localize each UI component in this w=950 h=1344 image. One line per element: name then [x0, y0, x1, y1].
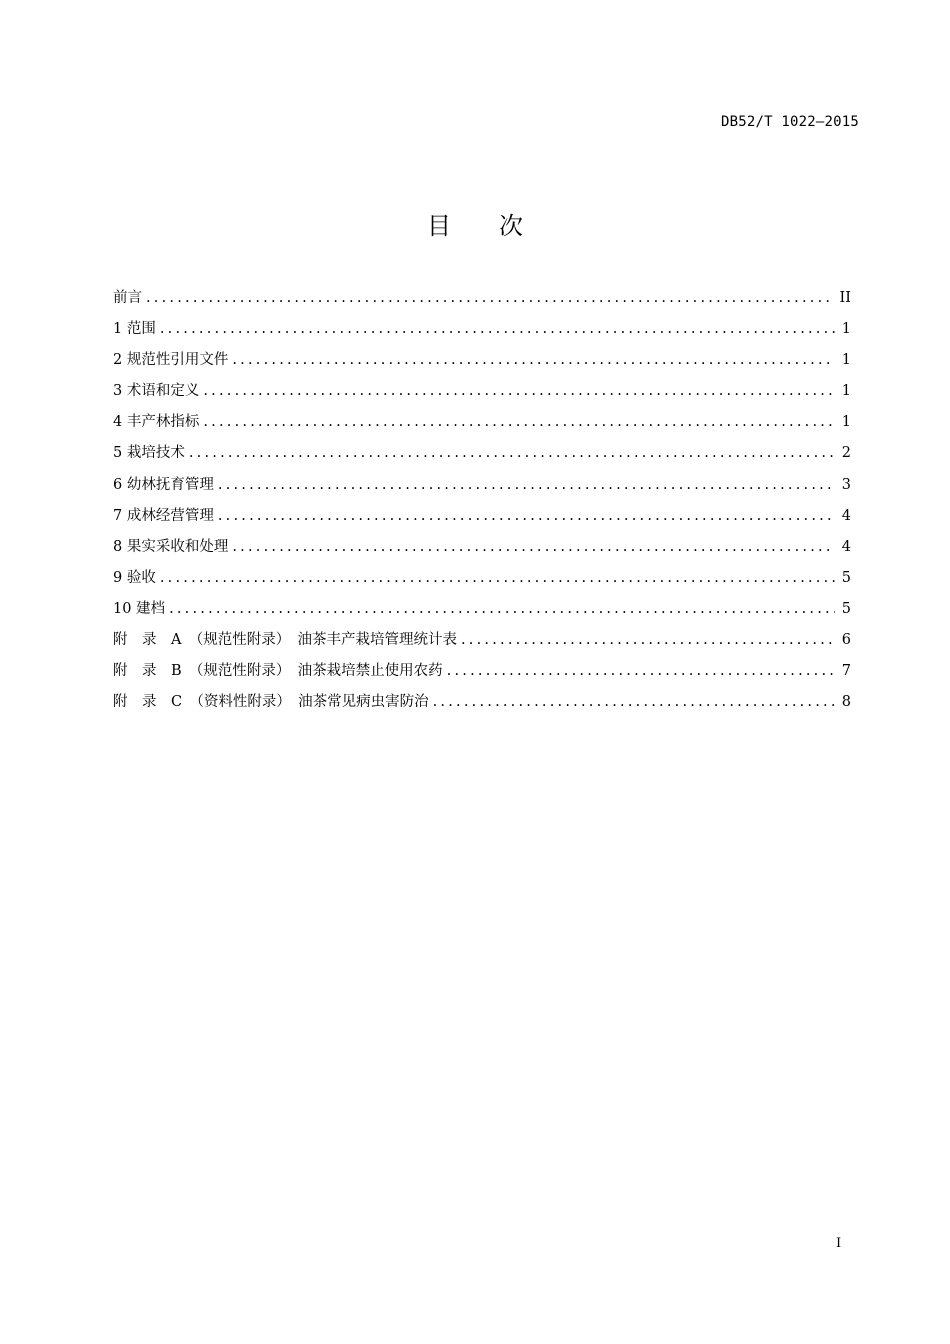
toc-entry-label: 8 果实采收和处理	[113, 538, 229, 555]
toc-entry-page: 2	[841, 445, 851, 462]
toc-entry-label: 9 验收	[113, 569, 156, 586]
toc-entry-label: 7 成林经营管理	[113, 507, 214, 524]
toc-leader-dots	[160, 321, 835, 337]
toc-entry-foreword[interactable]	[113, 286, 851, 317]
toc-entry-page: 5	[841, 569, 851, 586]
toc-leader-dots	[169, 601, 835, 617]
toc-entry-terms-definitions[interactable]	[113, 379, 851, 410]
toc-leader-dots	[433, 694, 835, 710]
toc-entry-page: II	[839, 290, 851, 306]
toc-leader-dots	[447, 663, 835, 679]
toc-leader-dots	[232, 352, 835, 368]
toc-leader-dots	[203, 414, 835, 430]
toc-entry-label: 5 栽培技术	[113, 445, 185, 462]
toc-leader-dots	[461, 632, 835, 648]
toc-leader-dots	[218, 508, 835, 524]
toc-entry-acceptance[interactable]	[113, 566, 851, 597]
toc-entry-label: 前言	[113, 290, 142, 306]
toc-leader-dots	[232, 539, 835, 555]
toc-entry-label: 附 录 C （资料性附录） 油茶常见病虫害防治	[113, 694, 429, 711]
toc-entry-label: 3 术语和定义	[113, 383, 200, 400]
toc-entry-fruit-harvest[interactable]	[113, 535, 851, 566]
toc-leader-dots	[189, 445, 835, 461]
toc-entry-page: 6	[841, 632, 851, 649]
toc-entry-high-yield-indicators[interactable]	[113, 410, 851, 441]
standard-code: DB52/T 1022—2015	[720, 114, 859, 130]
toc-entry-archiving[interactable]	[113, 597, 851, 628]
toc-leader-dots	[146, 290, 834, 306]
page-number: I	[836, 1236, 842, 1251]
toc-entry-annex-c[interactable]	[113, 690, 851, 721]
toc-entry-scope[interactable]	[113, 317, 851, 348]
toc-entry-label: 附 录 A （规范性附录） 油茶丰产栽培管理统计表	[113, 632, 457, 649]
toc-entry-page: 1	[841, 383, 851, 400]
toc-entry-label: 10 建档	[113, 600, 166, 617]
table-of-contents	[113, 286, 851, 721]
toc-entry-page: 1	[841, 414, 851, 431]
toc-entry-label: 4 丰产林指标	[113, 414, 200, 431]
toc-entry-annex-b[interactable]	[113, 659, 851, 690]
toc-entry-label: 1 范围	[113, 321, 156, 338]
toc-entry-page: 4	[841, 538, 851, 555]
toc-title: 目次	[427, 212, 571, 240]
toc-entry-label: 6 幼林抚育管理	[113, 476, 214, 493]
toc-entry-page: 5	[841, 600, 851, 617]
toc-entry-page: 1	[841, 352, 851, 369]
toc-entry-page: 7	[841, 663, 851, 680]
toc-entry-page: 8	[841, 694, 851, 711]
toc-entry-label: 附 录 B （规范性附录） 油茶栽培禁止使用农药	[113, 663, 443, 680]
toc-entry-normative-references[interactable]	[113, 348, 851, 379]
toc-entry-page: 4	[841, 507, 851, 524]
toc-leader-dots	[203, 383, 835, 399]
toc-entry-young-forest-tending[interactable]	[113, 473, 851, 504]
toc-entry-annex-a[interactable]	[113, 628, 851, 659]
toc-entry-label: 2 规范性引用文件	[113, 352, 229, 369]
toc-leader-dots	[218, 477, 835, 493]
toc-entry-page: 3	[841, 476, 851, 493]
toc-entry-cultivation-techniques[interactable]	[113, 441, 851, 472]
toc-leader-dots	[160, 570, 835, 586]
toc-entry-mature-forest-management[interactable]	[113, 504, 851, 535]
toc-entry-page: 1	[841, 321, 851, 338]
